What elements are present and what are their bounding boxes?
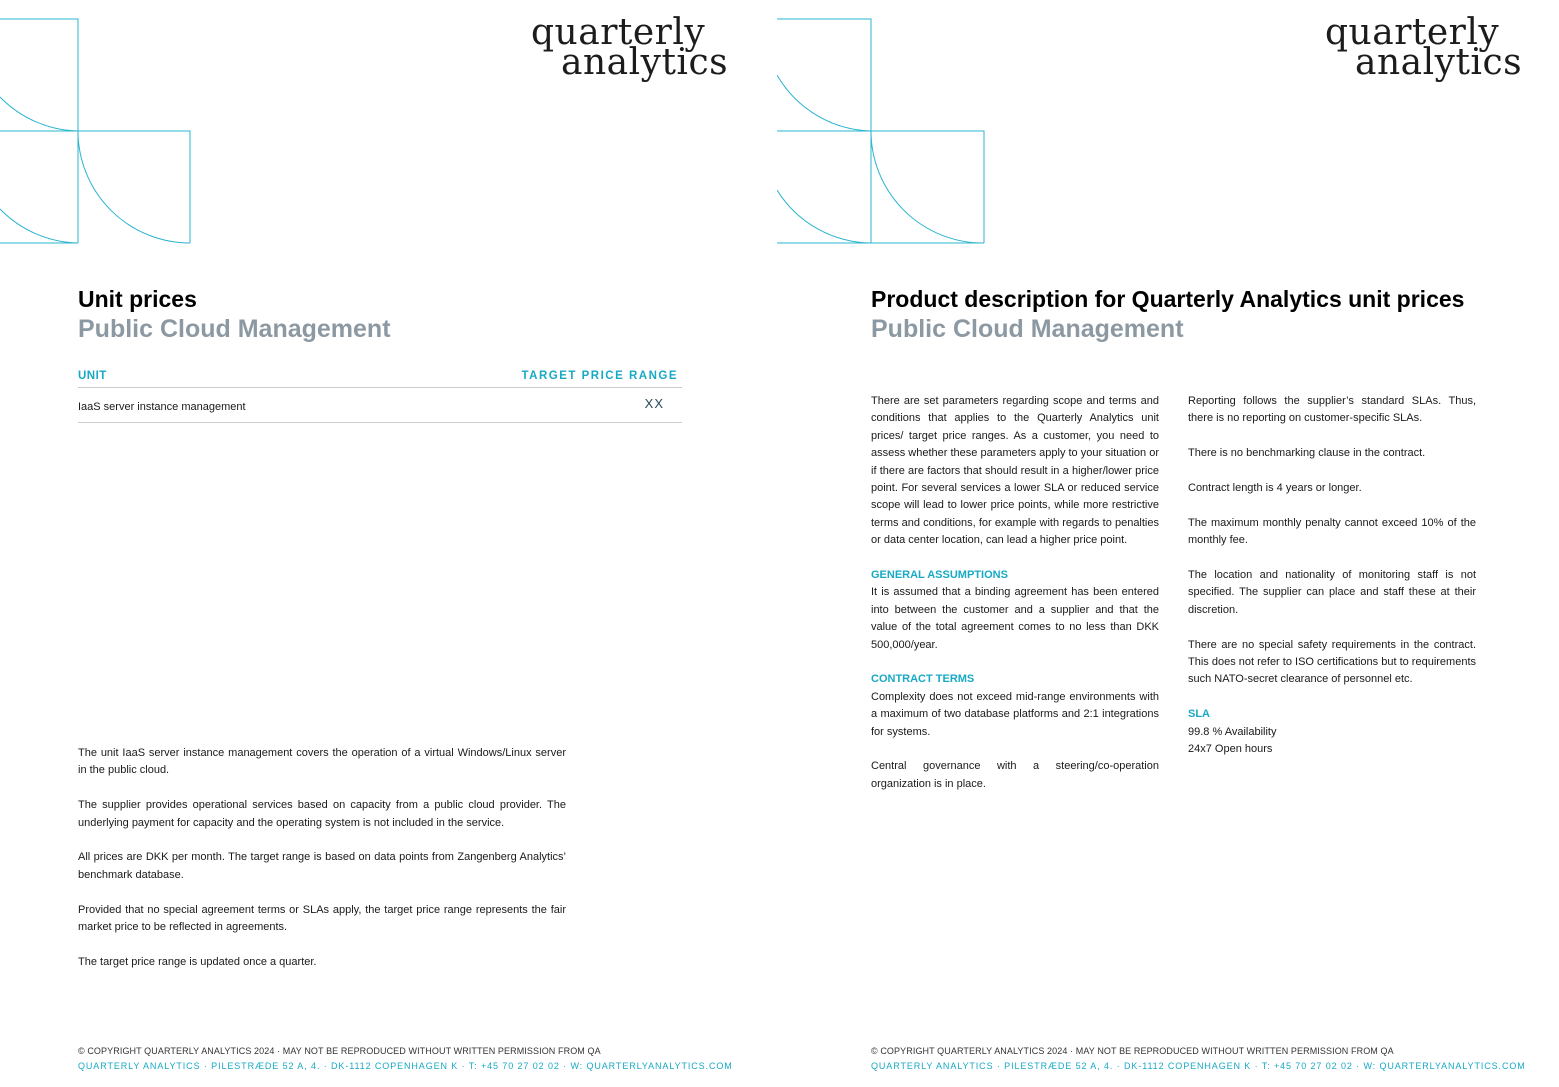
decorative-arcs-graphic bbox=[777, 0, 997, 250]
intro-paragraph: There are set parameters regarding scope and terms and conditions that applies to the Quarterly Analytics unit prices/ target price ranges. As a customer, you need to assess whether these parameters apply to your situation or if there are factors that should result in a higher/lower price point. For several services a lower SLA or reduced service scope will lead to lower price points, while more restrictive terms and conditions, for example with regards to penalties or data center location, can lead a higher price point. bbox=[871, 395, 1159, 547]
column-header-unit: UNIT bbox=[78, 370, 107, 382]
company-logo: quarterly analytics bbox=[1325, 12, 1523, 83]
footer-contact: QUARTERLY ANALYTICS · PILESTRÆDE 52 A, 4. · DK-1112 COPENHAGEN K · T: +45 70 27 02 02 · W: QUARTERLYANALYTICS.COM bbox=[78, 1061, 733, 1071]
page-subtitle: Public Cloud Management bbox=[78, 315, 391, 343]
decorative-arcs-graphic bbox=[0, 0, 200, 250]
paragraph: Central governance with a steering/co-operation organization is in place. bbox=[871, 760, 1159, 790]
description-column-2 bbox=[1188, 393, 1476, 758]
table-cell-target-price-range: XX bbox=[644, 396, 664, 411]
paragraph: The supplier provides operational services based on capacity from a public cloud provider. The underlying payment for capacity and the operating system is not included in the service. bbox=[78, 799, 566, 829]
table-row bbox=[78, 389, 682, 423]
company-logo: quarterly analytics bbox=[531, 12, 729, 83]
paragraph: It is assumed that a binding agreement has been entered into between the customer and a supplier and that the value of the total agreement comes to no less than DKK 500,000/year. bbox=[871, 586, 1159, 651]
footer-contact: QUARTERLY ANALYTICS · PILESTRÆDE 52 A, 4. · DK-1112 COPENHAGEN K · T: +45 70 27 02 02 · W: QUARTERLYANALYTICS.COM bbox=[871, 1061, 1526, 1071]
paragraph: Reporting follows the supplier’s standard SLAs. Thus, there is no reporting on customer-specific SLAs. bbox=[1188, 395, 1476, 425]
section-heading-general-assumptions: GENERAL ASSUMPTIONS bbox=[871, 569, 1008, 582]
sla-open-hours: 24x7 Open hours bbox=[1188, 743, 1273, 756]
sla-availability: 99.8 % Availability bbox=[1188, 725, 1277, 738]
paragraph: The target price range is updated once a quarter. bbox=[78, 955, 317, 968]
paragraph: Contract length is 4 years or longer. bbox=[1188, 482, 1362, 494]
page-subtitle: Public Cloud Management bbox=[871, 315, 1184, 343]
paragraph: The location and nationality of monitoring staff is not specified. The supplier can place and staff these at their discretion. bbox=[1188, 569, 1476, 616]
section-heading-sla: SLA bbox=[1188, 708, 1210, 721]
column-header-target-price-range: TARGET PRICE RANGE bbox=[521, 370, 678, 382]
page-right bbox=[777, 0, 1559, 1087]
footer-copyright: © COPYRIGHT QUARTERLY ANALYTICS 2024 · MAY NOT BE REPRODUCED WITHOUT WRITTEN PERMISSION FROM QA bbox=[871, 1046, 1394, 1056]
footer-copyright: © COPYRIGHT QUARTERLY ANALYTICS 2024 · MAY NOT BE REPRODUCED WITHOUT WRITTEN PERMISSION FROM QA bbox=[78, 1046, 601, 1056]
page-title: Product description for Quarterly Analytics unit prices bbox=[871, 286, 1465, 312]
paragraph: All prices are DKK per month. The target range is based on data points from Zangenberg Analytics’ benchmark database. bbox=[78, 851, 566, 881]
description-column-1 bbox=[871, 393, 1159, 811]
paragraph: Provided that no special agreement terms or SLAs apply, the target price range represents the fair market price to be reflected in agreements. bbox=[78, 903, 566, 934]
section-heading-contract-terms: CONTRACT TERMS bbox=[871, 673, 975, 686]
page-left bbox=[0, 0, 777, 1087]
paragraph: There is no benchmarking clause in the contract. bbox=[1188, 447, 1426, 460]
paragraph: There are no special safety requirements in the contract. This does not refer to ISO certifications but to requirements such NATO-secret clearance of personnel etc. bbox=[1188, 638, 1476, 686]
price-table-header bbox=[78, 368, 682, 388]
paragraph: The maximum monthly penalty cannot exceed 10% of the monthly fee. bbox=[1188, 516, 1476, 547]
table-cell-unit: IaaS server instance management bbox=[78, 401, 246, 413]
unit-description bbox=[78, 745, 566, 989]
page-title: Unit prices bbox=[78, 286, 197, 312]
paragraph: The unit IaaS server instance management covers the operation of a virtual Windows/Linux server in the public cloud. bbox=[78, 747, 566, 777]
paragraph: Complexity does not exceed mid-range environments with a maximum of two database platforms and 2:1 integrations for systems. bbox=[871, 690, 1159, 738]
